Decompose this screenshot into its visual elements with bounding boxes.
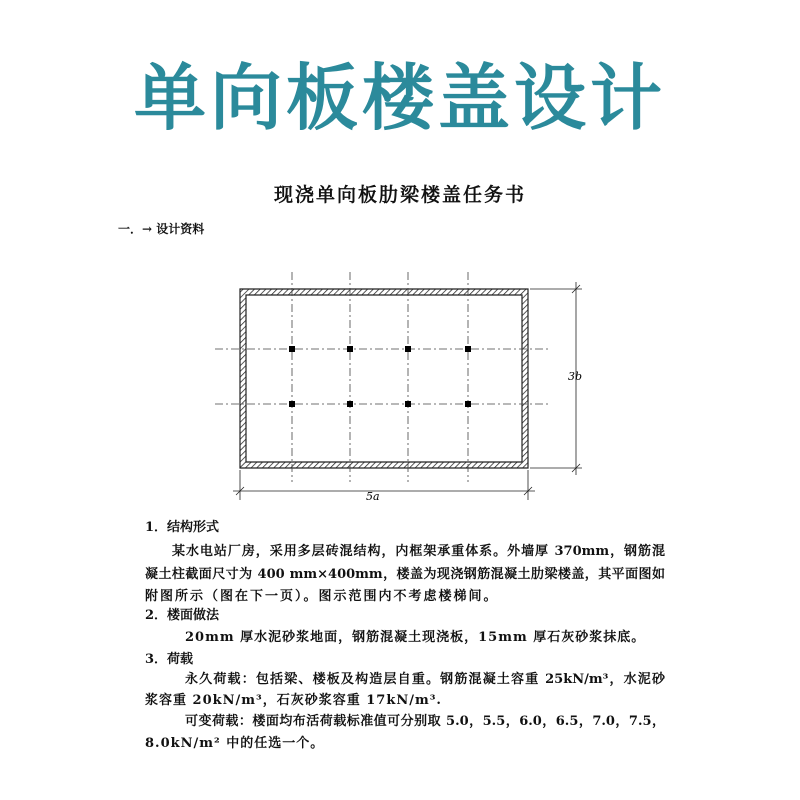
item1-heading: 1．结构形式 [145,520,220,535]
paragraph-line: 可变荷载：楼面均布活荷载标准值可分别取 5.0，5.5，6.0，6.5，7.0，7.5， [185,714,665,729]
paragraph-line: 附图所示（图在下一页）。图示范围内不考虑楼梯间。 [145,589,499,604]
item2-heading: 2．楼面做法 [145,608,220,623]
paragraph-line: 某水电站厂房，采用多层砖混结构，内框架承重体系。外墙厚 370mm，钢筋混 [172,544,665,559]
paragraph-line: 8.0kN/m² 中的任选一个。 [145,736,325,751]
height-label: 3b [568,370,583,383]
document-title: 现浇单向板肋梁楼盖任务书 [273,184,526,206]
axis-lines [215,272,550,482]
item3-heading: 3．荷载 [145,652,194,667]
wall [240,289,528,468]
columns [289,346,471,407]
paragraph-line: 永久荷载：包括梁、楼板及构造层自重。钢筋混凝土容重 25kN/m³，水泥砂 [185,672,665,687]
section-heading: 一．→ 设计资料 [118,222,205,236]
paragraph-line: 凝土柱截面尺寸为 400 mm×400mm，楼盖为现浇钢筋混凝土肋梁楼盖，其平面图如 [145,567,665,582]
paragraph-line: 浆容重 20kN/m³，石灰砂浆容重 17kN/m³. [145,693,442,708]
banner-title: 单向板楼盖设计 [133,56,666,140]
width-label: 5a [366,490,380,503]
paragraph-line: 20mm 厚水泥砂浆地面，钢筋混凝土现浇板，15mm 厚石灰砂浆抹底。 [185,630,646,645]
